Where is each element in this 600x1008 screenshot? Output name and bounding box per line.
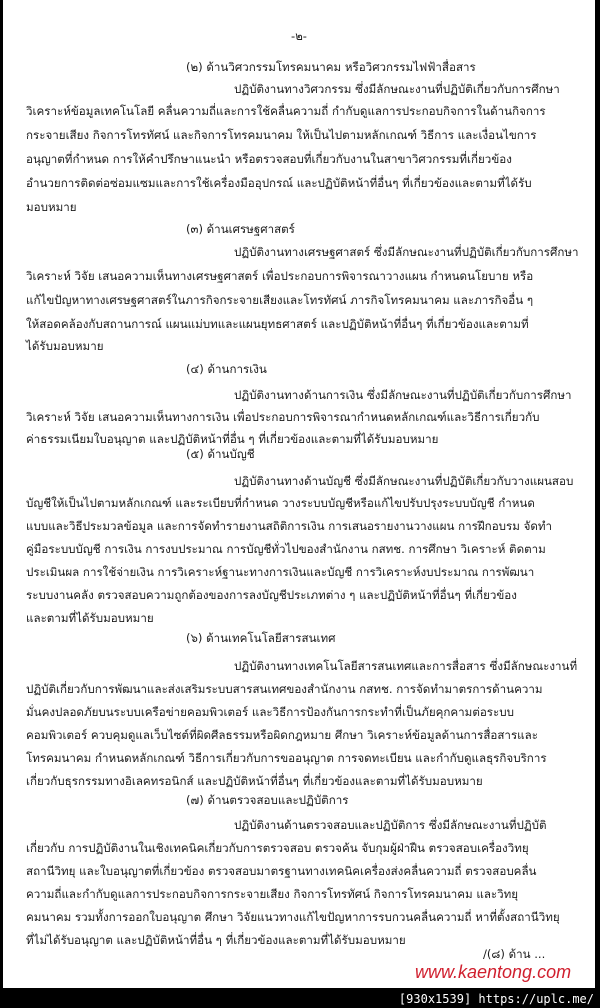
document-page: [3, 0, 595, 988]
paragraph-line: สถานีวิทยุ และใบอนุญาตที่เกี่ยวข้อง ตรวจสอบมาตรฐานทางเทคนิคเครื่องส่งคลื่นความถี่ ตรวจสอบคลื่น: [26, 864, 537, 878]
paragraph-line: ปฏิบัติงานด้านตรวจสอบและปฏิบัติการ ซึ่งมีลักษณะงานที่ปฏิบัติ: [234, 818, 547, 832]
paragraph-line: ปฏิบัติงานทางด้านการเงิน ซึ่งมีลักษณะงานที่ปฏิบัติเกี่ยวกับการศึกษา: [234, 388, 572, 402]
paragraph-line: คมนาคม รวมทั้งการออกใบอนุญาต ศึกษา วิจัยแนวทางแก้ไขปัญหาการรบกวนคลื่นความถี่ หาที่ตั้งสถานีวิทยุ: [26, 910, 560, 924]
paragraph-line: เกี่ยวกับธุรกรรมทางอิเลคทรอนิกส์ และปฏิบัติหน้าที่อื่นๆ ที่เกี่ยวข้องและตามที่ได้รับมอบหมาย: [26, 774, 483, 788]
paragraph-line: คอมพิวเตอร์ ควบคุมดูแลเว็บไซต์ที่ผิดศีลธรรมหรือผิดกฎหมาย ศึกษา วิเคราะห์ข้อมูลด้านการสื่อสารและ: [26, 728, 538, 742]
paragraph-line: ปฏิบัติงานทางเทคโนโลยีสารสนเทศและการสื่อสาร ซึ่งมีลักษณะงานที่: [234, 659, 578, 673]
page-number: -๒-: [291, 29, 307, 43]
paragraph-line: แก้ไขปัญหาทางเศรษฐศาสตร์ในภารกิจกระจายเสียงและโทรทัศน์ ภารกิจโทรคมนาคม และภารกิจอื่น ๆ: [26, 293, 534, 307]
paragraph-line: อำนวยการติดต่อซ่อมแซมและการใช้เครื่องมืออุปกรณ์ และปฏิบัติหน้าที่อื่นๆ ที่เกี่ยวข้องและตามที่ได้รับ: [26, 176, 532, 190]
paragraph-line: ปฏิบัติงานทางวิศวกรรม ซึ่งมีลักษณะงานที่ปฏิบัติเกี่ยวกับการศึกษา: [234, 82, 560, 96]
section-heading: (๕) ด้านบัญชี: [186, 447, 255, 461]
paragraph-line: ปฏิบัติเกี่ยวกับการพัฒนาและส่งเสริมระบบสารสนเทศของสำนักงาน กสทช. การจัดทำมาตรการด้านความ: [26, 682, 543, 696]
paragraph-line: คู่มือระบบบัญชี การเงิน การงบประมาณ การบัญชีทั่วไปของสำนักงาน กสทช. การศึกษา วิเคราะห์ ติดตาม: [26, 542, 546, 556]
section-heading: (๒) ด้านวิศวกรรมโทรคมนาคม หรือวิศวกรรมไฟฟ้าสื่อสาร: [186, 60, 476, 74]
paragraph-line: แบบและวิธีประมวลข้อมูล และการจัดทำรายงานสถิติการเงิน การเสนอรายงานวางแผน การฝึกอบรม จัดทำ: [26, 519, 553, 533]
paragraph-line: ได้รับมอบหมาย: [26, 339, 104, 353]
watermark-link[interactable]: www.kaentong.com: [415, 962, 572, 982]
paragraph-line: วิเคราะห์ข้อมูลเทคโนโลยี คลื่นความถี่และการใช้คลื่นความถี่ กำกับดูแลการประกอบกิจการในด้านกิจการ: [26, 104, 546, 118]
paragraph-line: มั่นคงปลอดภัยบนระบบเครือข่ายคอมพิวเตอร์ และวิธีการป้องกันการกระทำที่เป็นภัยคุกคามต่อระบบ: [26, 705, 514, 719]
paragraph-line: ปฏิบัติงานทางด้านบัญชี ซึ่งมีลักษณะงานที่ปฏิบัติเกี่ยวกับวางแผนสอบ: [234, 474, 574, 488]
paragraph-line: เกี่ยวกับ การปฏิบัติงานในเชิงเทคนิคเกี่ยวกับการตรวจสอบ ตรวจค้น จับกุมผู้ฝ่าฝืน ตรวจสอบเครื่องวิทยุ: [26, 841, 529, 855]
continuation-marker: /(๘) ด้าน ...: [483, 947, 546, 961]
paragraph-line: ที่ไม่ได้รับอนุญาต และปฏิบัติหน้าที่อื่น ๆ ที่เกี่ยวข้องและตามที่ได้รับมอบหมาย: [26, 933, 406, 947]
paragraph-line: ให้สอดคล้องกับสถานการณ์ แผนแม่บทและแผนยุทธศาสตร์ และปฏิบัติหน้าที่อื่นๆ ที่เกี่ยวข้องและตามที่: [26, 317, 529, 331]
paragraph-line: และตามที่ได้รับมอบหมาย: [26, 611, 154, 625]
section-heading: (๔) ด้านการเงิน: [186, 362, 267, 376]
paragraph-line: วิเคราะห์ วิจัย เสนอความเห็นทางเศรษฐศาสตร์ เพื่อประกอบการพิจารณาวางแผน กำหนดนโยบาย หรือ: [26, 269, 534, 283]
paragraph-line: กระจายเสียง กิจการโทรทัศน์ และกิจการโทรคมนาคม ให้เป็นไปตามหลักเกณฑ์ วิธีการ และเงื่อนไขการ: [26, 128, 537, 142]
section-heading: (๗) ด้านตรวจสอบและปฏิบัติการ: [186, 793, 349, 807]
paragraph-line: มอบหมาย: [26, 200, 77, 214]
paragraph-line: ความถี่และกำกับดูแลการประกอบกิจการกระจายเสียง กิจการโทรทัศน์ กิจการโทรคมนาคม และวิทยุ: [26, 887, 519, 901]
paragraph-line: บัญชีให้เป็นไปตามหลักเกณฑ์ และระเบียบที่กำหนด วางระบบบัญชีหรือแก้ไขปรับปรุงระบบบัญชี กำหนด: [26, 496, 535, 510]
section-heading: (๓) ด้านเศรษฐศาสตร์: [186, 222, 295, 236]
paragraph-line: ระบบงานคลัง ตรวจสอบความถูกต้องของการลงบัญชีประเภทต่าง ๆ และปฏิบัติหน้าที่อื่นๆ ที่เกี่ยวข้อง: [26, 588, 517, 602]
paragraph-line: วิเคราะห์ วิจัย เสนอความเห็นทางการเงิน เพื่อประกอบการพิจารณากำหนดหลักเกณฑ์และวิธีการเกี่ยวกับ: [26, 410, 540, 424]
section-heading: (๖) ด้านเทคโนโลยีสารสนเทศ: [186, 631, 336, 645]
paragraph-line: ปฏิบัติงานทางเศรษฐศาสตร์ ซึ่งมีลักษณะงานที่ปฏิบัติเกี่ยวกับการศึกษา: [234, 245, 579, 259]
paragraph-line: ประเมินผล การใช้จ่ายเงิน การวิเคราะห์ฐานะทางการเงินและบัญชี การวิเคราะห์งบประมาณ การพัฒนา: [26, 565, 535, 579]
paragraph-line: อนุญาตที่กำหนด การให้คำปรึกษาแนะนำ หรือตรวจสอบที่เกี่ยวกับงานในสาขาวิศวกรรมที่เกี่ยวข้อง: [26, 152, 512, 166]
paragraph-line: ค่าธรรมเนียมใบอนุญาต และปฏิบัติหน้าที่อื่น ๆ ที่เกี่ยวข้องและตามที่ได้รับมอบหมาย: [26, 432, 439, 446]
image-source-footer: [930x1539] https://uplc.me/: [398, 992, 594, 1006]
paragraph-line: โทรคมนาคม กำหนดหลักเกณฑ์ วิธีการเกี่ยวกับการขออนุญาต การจดทะเบียน และกำกับดูแลธุรกิจบริการ: [26, 751, 547, 765]
